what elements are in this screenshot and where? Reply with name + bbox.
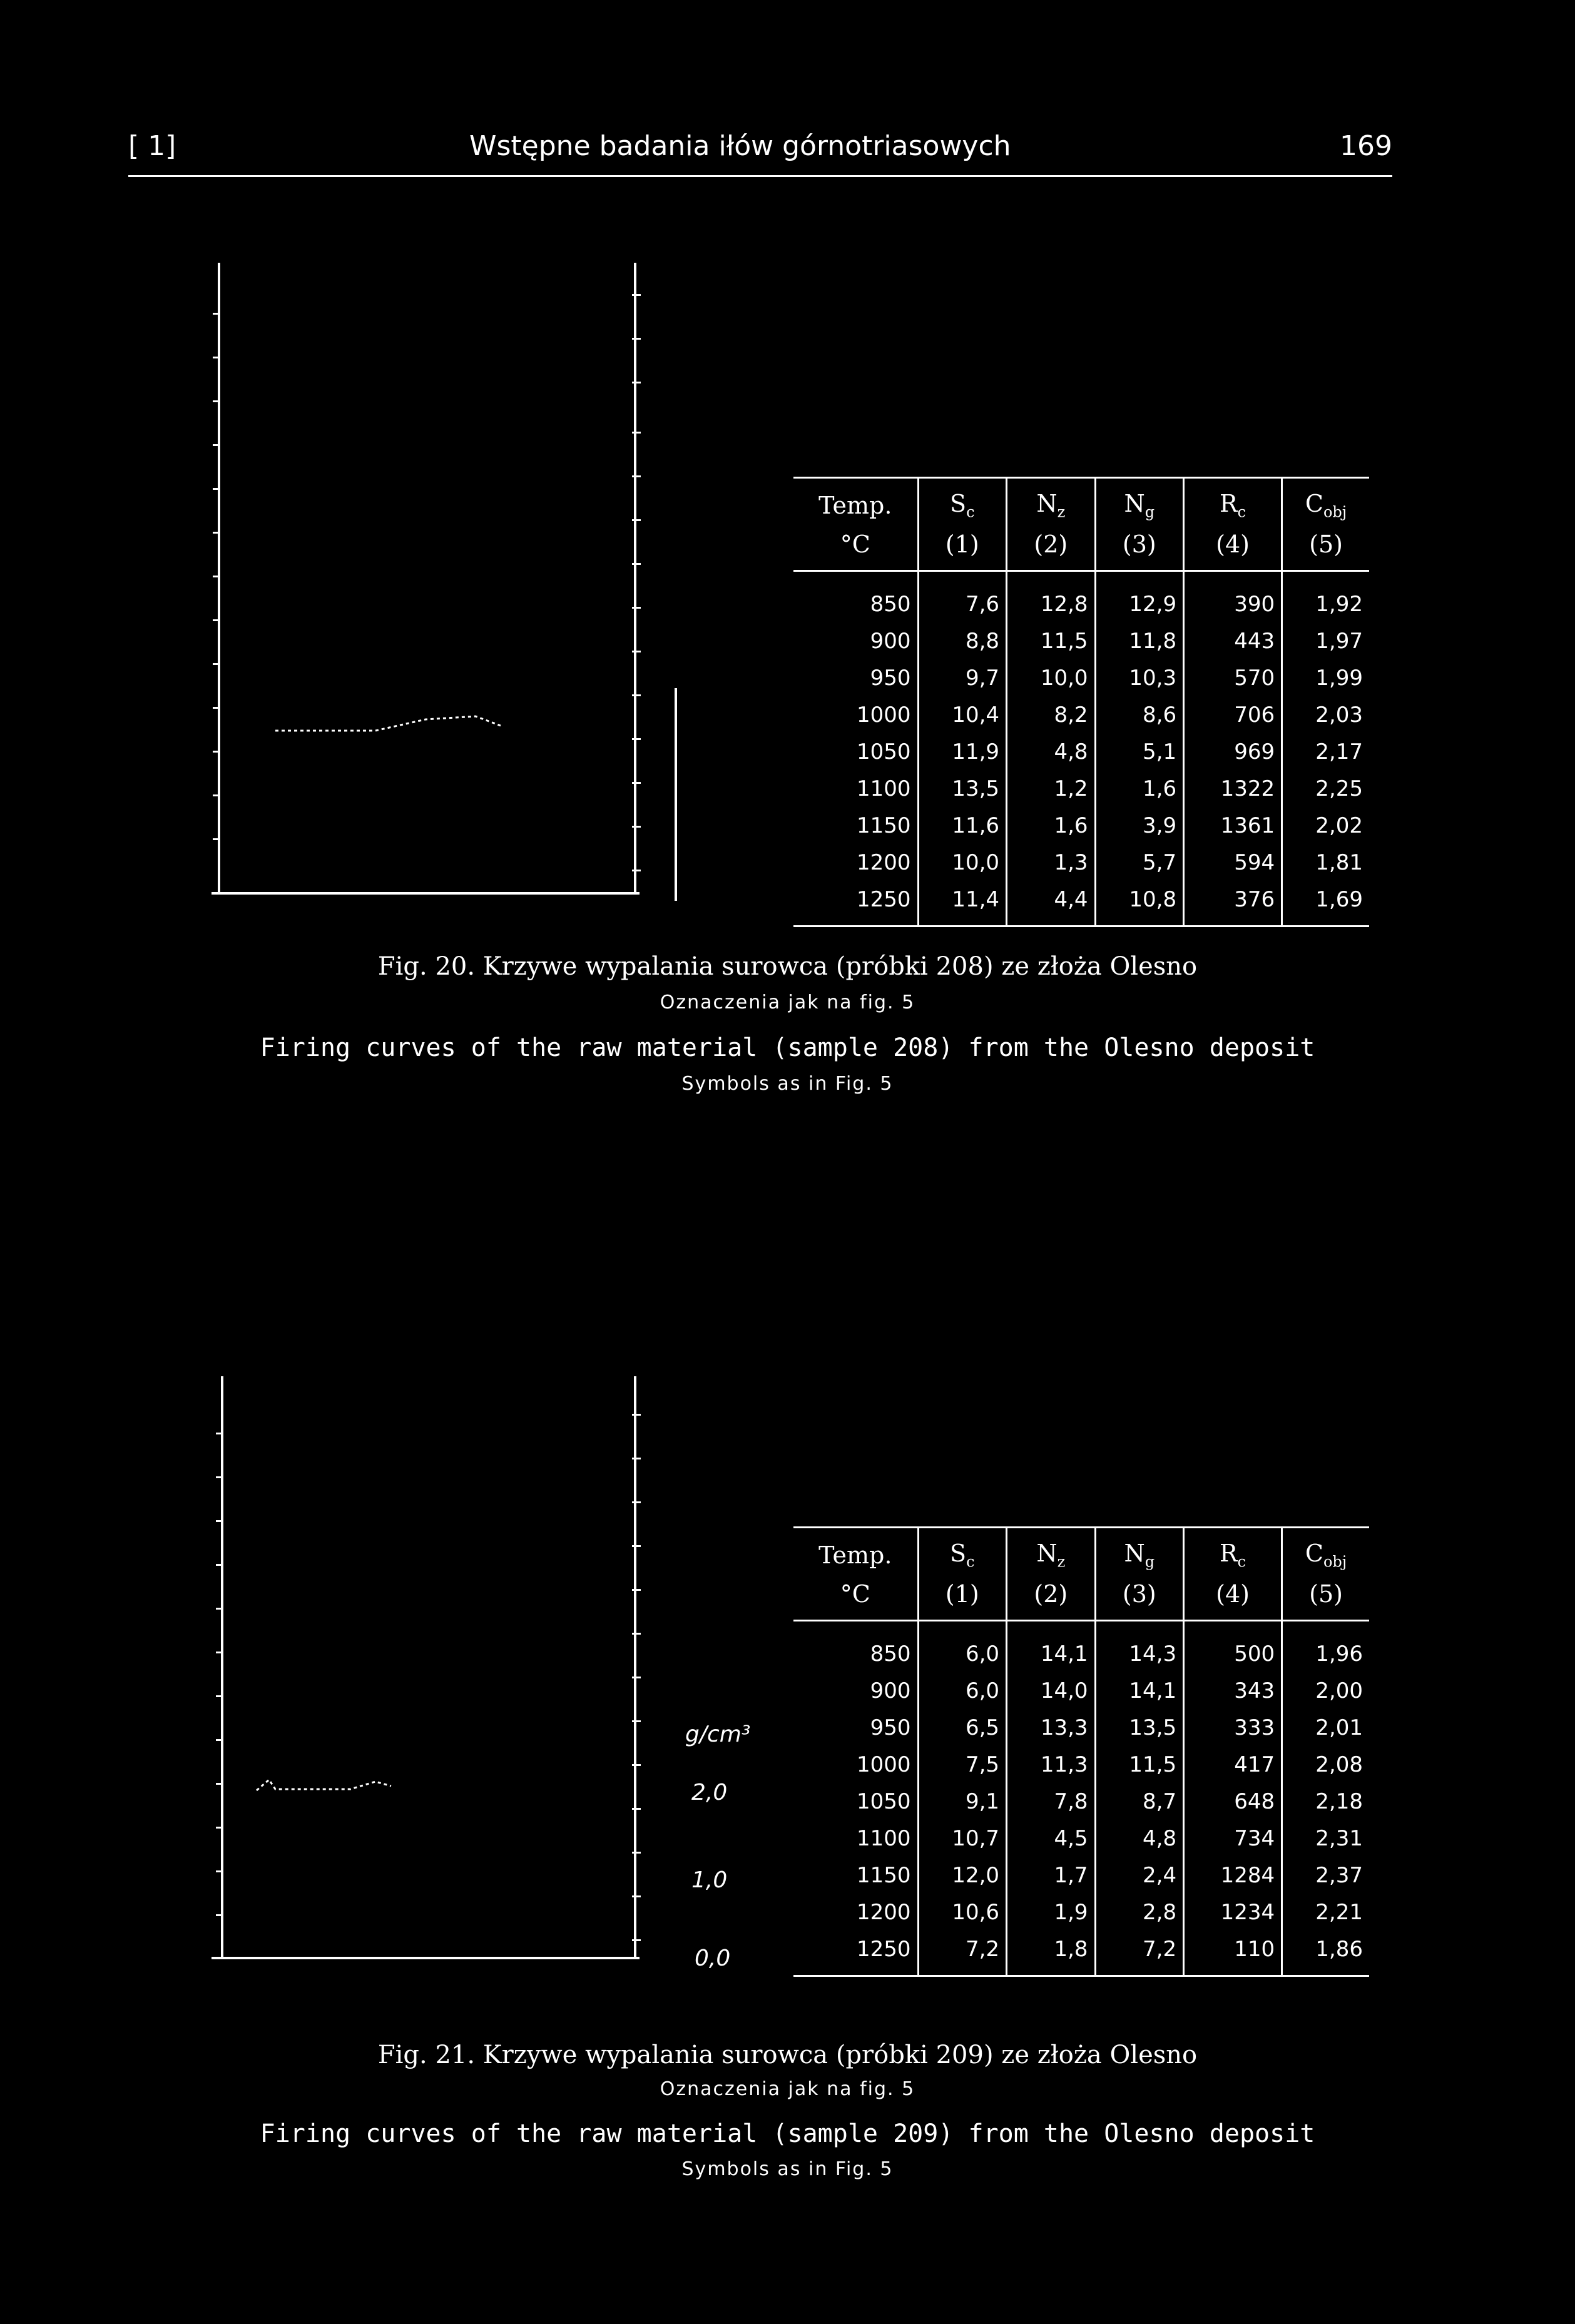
page-number: 169 <box>1340 130 1392 162</box>
table-cell: 14,0 <box>1007 1672 1096 1709</box>
table-cell: 1150 <box>793 1857 918 1894</box>
table-cell: 1000 <box>793 696 918 733</box>
table-cell: 1361 <box>1184 807 1282 844</box>
table-cell: 1250 <box>793 1931 918 1976</box>
header-symbol: Temp. <box>793 1528 918 1575</box>
table-row <box>793 1857 1369 1894</box>
table-row <box>793 1672 1369 1709</box>
table-cell: 4,8 <box>1007 733 1096 770</box>
table-cell: 7,2 <box>1095 1931 1184 1976</box>
fig20-ticks <box>213 294 641 871</box>
table-cell: 343 <box>1184 1672 1282 1709</box>
table-row <box>793 1894 1369 1931</box>
table-cell: 950 <box>793 659 918 696</box>
table-cell: 850 <box>793 571 918 623</box>
table-cell: 10,7 <box>918 1820 1007 1857</box>
table-cell: 7,6 <box>918 571 1007 623</box>
table-cell: 10,8 <box>1095 881 1184 926</box>
table-cell: 390 <box>1184 571 1282 623</box>
table-cell: 11,5 <box>1007 622 1096 659</box>
header-symbol: $R_c$ <box>1184 1528 1282 1575</box>
table-row <box>793 1746 1369 1783</box>
table-cell: 10,0 <box>1007 659 1096 696</box>
table-cell: 594 <box>1184 844 1282 881</box>
table-cell: 4,8 <box>1095 1820 1184 1857</box>
header-symbol: $N_z$ <box>1007 478 1096 525</box>
table-cell: 950 <box>793 1709 918 1746</box>
header-unit: (3) <box>1095 525 1184 571</box>
running-title: Wstępne badania iłów górnotriasowych <box>469 130 1011 162</box>
table-cell: 1,99 <box>1315 665 1363 691</box>
table-cell: 1150 <box>793 807 918 844</box>
header-symbol: $S_c$ <box>918 478 1007 525</box>
table-cell: 969 <box>1184 733 1282 770</box>
table-cell: 6,0 <box>918 1621 1007 1673</box>
table-cell: 12,9 <box>1095 571 1184 623</box>
table-cell: 11,3 <box>1007 1746 1096 1783</box>
table-cell: 10,3 <box>1095 659 1184 696</box>
table-cell: 5,7 <box>1095 844 1184 881</box>
table-cell: 706 <box>1184 696 1282 733</box>
table-row <box>793 733 1369 770</box>
table-row <box>793 622 1369 659</box>
header-unit: (3) <box>1095 1575 1184 1621</box>
table-cell: 6,0 <box>918 1672 1007 1709</box>
section-number: [ 1] <box>128 130 176 162</box>
table-cell: 7,5 <box>918 1746 1007 1783</box>
header-symbol: $N_g$ <box>1095 478 1184 525</box>
table-cell: 1100 <box>793 1820 918 1857</box>
table-cell: 10,4 <box>918 696 1007 733</box>
header-symbol: Temp. <box>793 478 918 525</box>
table-row <box>793 807 1369 844</box>
table-cell: 1000 <box>793 1746 918 1783</box>
table-cell: 2,4 <box>1095 1857 1184 1894</box>
table-row <box>793 696 1369 733</box>
table-cell: 6,5 <box>918 1709 1007 1746</box>
table-cell: 850 <box>793 1621 918 1673</box>
table-cell: 1200 <box>793 1894 918 1931</box>
table-cell: 333 <box>1184 1709 1282 1746</box>
table-cell: 900 <box>793 1672 918 1709</box>
table-cell: 2,18 <box>1315 1789 1363 1814</box>
fig21-data-table <box>793 1526 1369 1977</box>
table-cell: 8,2 <box>1007 696 1096 733</box>
table-cell: 900 <box>793 622 918 659</box>
table-cell: 1100 <box>793 770 918 807</box>
table-cell: 2,37 <box>1315 1862 1363 1888</box>
header-unit: (4) <box>1184 1575 1282 1621</box>
header-symbol: $N_z$ <box>1007 1528 1096 1575</box>
table-cell: 648 <box>1184 1783 1282 1820</box>
fig20-data-table <box>793 477 1369 927</box>
table-cell: 1,81 <box>1315 850 1363 875</box>
table-cell: 8,6 <box>1095 696 1184 733</box>
table-cell: 1234 <box>1184 1894 1282 1931</box>
fig20-symbols-en: Symbols as in Fig. 5 <box>681 1073 894 1095</box>
table-cell: 1,86 <box>1282 1931 1369 1976</box>
header-symbol: $C_{obj}$ <box>1282 1528 1369 1575</box>
table-cell: 1,96 <box>1315 1641 1363 1667</box>
table-cell: 2,31 <box>1315 1825 1363 1851</box>
table-cell: 11,9 <box>918 733 1007 770</box>
header-unit: (1) <box>918 1575 1007 1621</box>
table-row <box>793 659 1369 696</box>
header-unit: (2) <box>1007 1575 1096 1621</box>
table-cell: 2,01 <box>1315 1715 1363 1740</box>
fig21-symbols-en: Symbols as in Fig. 5 <box>681 2158 894 2180</box>
fig21-curve <box>257 1780 391 1790</box>
table-cell: 1,8 <box>1007 1931 1096 1976</box>
table-cell: 443 <box>1184 622 1282 659</box>
table-cell: 500 <box>1184 1621 1282 1673</box>
table-cell: 1,92 <box>1315 591 1363 617</box>
header-symbol: $C_{obj}$ <box>1282 478 1369 525</box>
header-unit: (4) <box>1184 525 1282 571</box>
table-cell: 14,1 <box>1007 1621 1096 1673</box>
fig21-caption-pl: Fig. 21. Krzywe wypalania surowca (próbki 209) ze złoża Olesno <box>377 2041 1198 2069</box>
table-cell: 2,08 <box>1315 1752 1363 1777</box>
table-cell: 8,7 <box>1095 1783 1184 1820</box>
table-cell: 1,7 <box>1007 1857 1096 1894</box>
header-symbol: $S_c$ <box>918 1528 1007 1575</box>
table-cell: 11,4 <box>918 881 1007 926</box>
table-row <box>793 844 1369 881</box>
table-cell: 1,9 <box>1007 1894 1096 1931</box>
header-unit: (2) <box>1007 525 1096 571</box>
header-unit: °C <box>793 525 918 571</box>
table-cell: 2,17 <box>1315 739 1363 764</box>
table-cell: 2,21 <box>1315 1899 1363 1925</box>
table-row <box>793 1709 1369 1746</box>
header-unit: °C <box>793 1575 918 1621</box>
table-cell: 4,4 <box>1007 881 1096 926</box>
header-unit: (5) <box>1282 1575 1369 1621</box>
table-cell: 2,03 <box>1315 702 1363 728</box>
table-cell: 1284 <box>1184 1857 1282 1894</box>
table-cell: 734 <box>1184 1820 1282 1857</box>
table-row <box>793 1931 1369 1976</box>
fig21-tick-0: 0,0 <box>695 1946 731 1971</box>
table-cell: 11,5 <box>1095 1746 1184 1783</box>
table-row <box>793 1621 1369 1673</box>
table-cell: 2,00 <box>1315 1678 1363 1703</box>
fig21-tick-2: 2,0 <box>691 1780 728 1805</box>
table-cell: 2,02 <box>1315 813 1363 838</box>
table-cell: 5,1 <box>1095 733 1184 770</box>
table-cell: 14,1 <box>1095 1672 1184 1709</box>
table-cell: 13,5 <box>918 770 1007 807</box>
header-unit: (5) <box>1282 525 1369 571</box>
table-cell: 4,5 <box>1007 1820 1096 1857</box>
fig21-axis-unit: g/cm³ <box>685 1722 751 1747</box>
table-cell: 1050 <box>793 733 918 770</box>
table-cell: 9,1 <box>918 1783 1007 1820</box>
table-cell: 570 <box>1184 659 1282 696</box>
fig20-curve <box>275 716 501 731</box>
table-cell: 13,3 <box>1007 1709 1096 1746</box>
table-cell: 10,0 <box>918 844 1007 881</box>
table-cell: 7,8 <box>1007 1783 1096 1820</box>
table-cell: 10,6 <box>918 1894 1007 1931</box>
table-cell: 1,6 <box>1007 807 1096 844</box>
table-cell: 1322 <box>1184 770 1282 807</box>
table-cell: 2,25 <box>1315 776 1363 801</box>
fig20-caption-pl: Fig. 20. Krzywe wypalania surowca (próbki 208) ze złoża Olesno <box>377 952 1198 981</box>
table-cell: 1,97 <box>1315 628 1363 654</box>
table-cell: 1250 <box>793 881 918 926</box>
table-cell: 1,3 <box>1007 844 1096 881</box>
table-cell: 110 <box>1184 1931 1282 1976</box>
table-cell: 11,8 <box>1095 622 1184 659</box>
header-symbol: $R_c$ <box>1184 478 1282 525</box>
fig20-caption-en: Firing curves of the raw material (sample 208) from the Olesno deposit <box>260 1033 1315 1062</box>
table-cell: 376 <box>1184 881 1282 926</box>
table-cell: 1,2 <box>1007 770 1096 807</box>
table-cell: 1,6 <box>1095 770 1184 807</box>
table-cell: 12,8 <box>1007 571 1096 623</box>
header-unit: (1) <box>918 525 1007 571</box>
table-cell: 2,8 <box>1095 1894 1184 1931</box>
table-cell: 8,8 <box>918 622 1007 659</box>
table-cell: 1050 <box>793 1783 918 1820</box>
fig21-ticks <box>216 1414 641 1941</box>
table-cell: 13,5 <box>1095 1709 1184 1746</box>
table-cell: 417 <box>1184 1746 1282 1783</box>
table-row <box>793 1783 1369 1820</box>
fig21-tick-1: 1,0 <box>691 1867 728 1893</box>
table-cell: 12,0 <box>918 1857 1007 1894</box>
table-cell: 14,3 <box>1095 1621 1184 1673</box>
table-cell: 9,7 <box>918 659 1007 696</box>
fig21-caption-en: Firing curves of the raw material (sample 209) from the Olesno deposit <box>260 2119 1315 2148</box>
table-cell: 7,2 <box>918 1931 1007 1976</box>
header-symbol: $N_g$ <box>1095 1528 1184 1575</box>
fig21-symbols-pl: Oznaczenia jak na fig. 5 <box>660 2078 915 2100</box>
table-row <box>793 881 1369 926</box>
table-row <box>793 770 1369 807</box>
fig20-symbols-pl: Oznaczenia jak na fig. 5 <box>660 992 915 1013</box>
table-cell: 1200 <box>793 844 918 881</box>
table-cell: 1,69 <box>1282 881 1369 926</box>
table-cell: 3,9 <box>1095 807 1184 844</box>
table-row <box>793 571 1369 623</box>
table-cell: 11,6 <box>918 807 1007 844</box>
table-row <box>793 1820 1369 1857</box>
